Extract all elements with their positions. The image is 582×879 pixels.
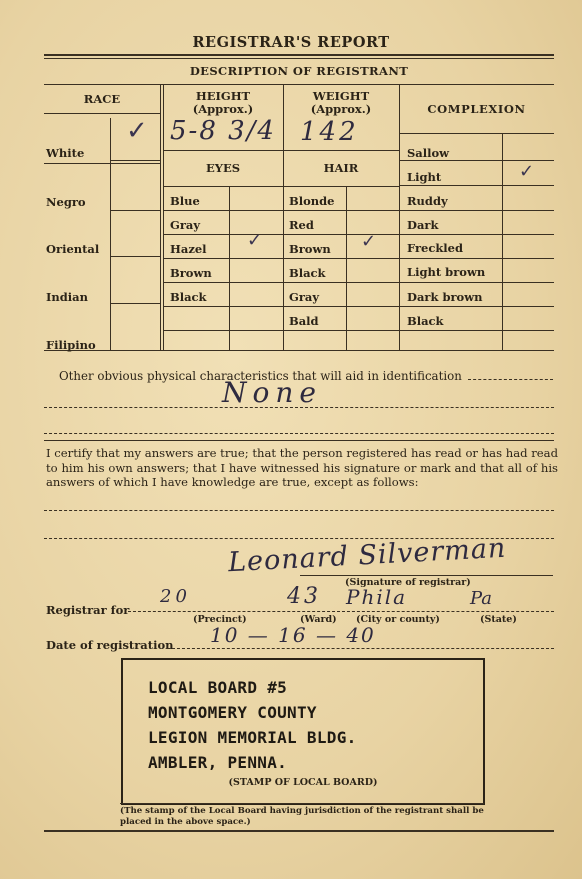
date-value: 10 — 16 — 40 <box>210 623 376 647</box>
other-characteristics-label: Other obvious physical characteristics that will aid in identification <box>59 369 462 383</box>
hair-black: Black <box>289 266 326 280</box>
state-caption: (State) <box>480 614 517 625</box>
ward-value: 43 <box>287 584 321 609</box>
registrar-for-label: Registrar for <box>46 603 130 617</box>
complexion-row-rule <box>399 306 554 307</box>
race-row-rule <box>110 256 160 257</box>
report-title: REGISTRAR'S REPORT <box>192 34 390 51</box>
check-mark-icon: ✓ <box>519 161 535 182</box>
eyes-black: Black <box>170 290 207 304</box>
check-mark-icon: ✓ <box>247 230 263 251</box>
footer-rule <box>120 803 484 804</box>
dotted-line <box>128 611 554 612</box>
table-bottom-rule <box>44 350 554 351</box>
section-title: DESCRIPTION OF REGISTRANT <box>189 64 409 78</box>
row-rule <box>163 258 399 259</box>
complexion-divider <box>399 84 400 350</box>
eyes-header: EYES <box>205 161 241 175</box>
race-check-col <box>110 118 111 350</box>
section-rule <box>44 440 554 441</box>
hair-header: HAIR <box>323 161 359 175</box>
race-white: White <box>46 146 85 160</box>
complexion-light-brown: Light brown <box>407 265 486 279</box>
footer-note: (The stamp of the Local Board having jurisdiction of the registrant shall be placed in the above space.) <box>120 806 484 827</box>
complexion-row-rule <box>399 210 554 211</box>
race-divider-double <box>163 84 164 350</box>
weight-value: 142 <box>300 117 359 147</box>
row-rule <box>163 210 399 211</box>
weight-header: WEIGHT <box>312 89 370 103</box>
weight-subheader: (Approx.) <box>310 102 372 116</box>
stamp-line-4: AMBLER, PENNA. <box>148 753 288 772</box>
stamp-line-2: MONTGOMERY COUNTY <box>148 703 317 722</box>
race-row-rule <box>44 163 160 164</box>
hair-blonde: Blonde <box>289 194 335 208</box>
complexion-header: COMPLEXION <box>427 102 526 116</box>
race-row-rule <box>110 303 160 304</box>
race-row-rule <box>110 210 160 211</box>
eyes-brown: Brown <box>170 266 212 280</box>
hair-brown: Brown <box>289 242 331 256</box>
complexion-row-rule <box>399 234 554 235</box>
complexion-ruddy: Ruddy <box>407 194 448 208</box>
signature-line <box>300 575 553 576</box>
eyes-header-rule <box>163 186 399 187</box>
complexion-row-rule <box>399 258 554 259</box>
stamp-caption: (STAMP OF LOCAL BOARD) <box>228 777 378 788</box>
eyes-hazel: Hazel <box>170 242 207 256</box>
certification-text: I certify that my answers are true; that the person registered has read or has had read to him his own answers; that I have witnessed his signature or mark and that all of his answers of which I have knowledge are true, except as follows: <box>46 446 558 489</box>
row-rule <box>163 282 399 283</box>
complexion-dark-brown: Dark brown <box>407 290 483 304</box>
height-subheader: (Approx.) <box>192 102 254 116</box>
height-row-rule <box>163 150 399 151</box>
dotted-line <box>167 648 554 649</box>
height-weight-divider <box>283 84 284 350</box>
check-mark-icon: ✓ <box>361 231 377 252</box>
registrar-signature: Leonard Silverman <box>227 532 508 579</box>
complexion-freckled: Freckled <box>407 241 464 255</box>
complexion-dark: Dark <box>407 218 439 232</box>
complexion-sallow: Sallow <box>407 146 450 160</box>
hair-red: Red <box>289 218 314 232</box>
complexion-check-col <box>502 133 503 350</box>
row-rule <box>163 330 399 331</box>
hair-bald: Bald <box>289 314 319 328</box>
dotted-line <box>468 379 553 380</box>
precinct-value: 20 <box>160 586 191 607</box>
complexion-row-rule <box>399 330 554 331</box>
complexion-row-rule <box>399 185 554 186</box>
race-negro: Negro <box>46 195 86 209</box>
eyes-blue: Blue <box>170 194 200 208</box>
ward-caption: (Ward) <box>300 614 337 625</box>
race-divider <box>160 84 161 350</box>
precinct-caption: (Precinct) <box>193 614 247 625</box>
check-mark-icon: ✓ <box>126 116 148 146</box>
race-indian: Indian <box>46 290 88 304</box>
race-filipino: Filipino <box>46 338 96 352</box>
city-caption: (City or county) <box>356 614 440 625</box>
date-label: Date of registration <box>46 638 174 652</box>
race-header-rule <box>44 113 160 114</box>
complexion-black: Black <box>407 314 444 328</box>
other-characteristics-value: None <box>222 376 322 409</box>
hair-gray: Gray <box>289 290 320 304</box>
dotted-line <box>44 433 554 434</box>
stamp-line-3: LEGION MEMORIAL BLDG. <box>148 728 357 747</box>
complexion-header-rule <box>399 133 554 134</box>
stamp-line-1: LOCAL BOARD #5 <box>148 678 288 697</box>
race-header: RACE <box>83 92 121 106</box>
complexion-light: Light <box>407 170 442 184</box>
dotted-line <box>44 510 554 511</box>
race-row-rule <box>110 160 160 161</box>
title-rule <box>44 54 554 56</box>
race-oriental: Oriental <box>46 242 100 256</box>
state-value: Pa <box>470 588 493 609</box>
title-rule-thin <box>44 58 554 59</box>
city-value: Phila <box>346 585 408 609</box>
signature-caption: (Signature of registrar) <box>345 577 471 588</box>
table-top-rule <box>44 84 554 85</box>
row-rule <box>163 306 399 307</box>
bottom-rule <box>44 830 554 832</box>
complexion-row-rule <box>399 282 554 283</box>
height-value: 5-8 3/4 <box>170 116 276 146</box>
eyes-gray: Gray <box>170 218 201 232</box>
height-header: HEIGHT <box>195 89 251 103</box>
